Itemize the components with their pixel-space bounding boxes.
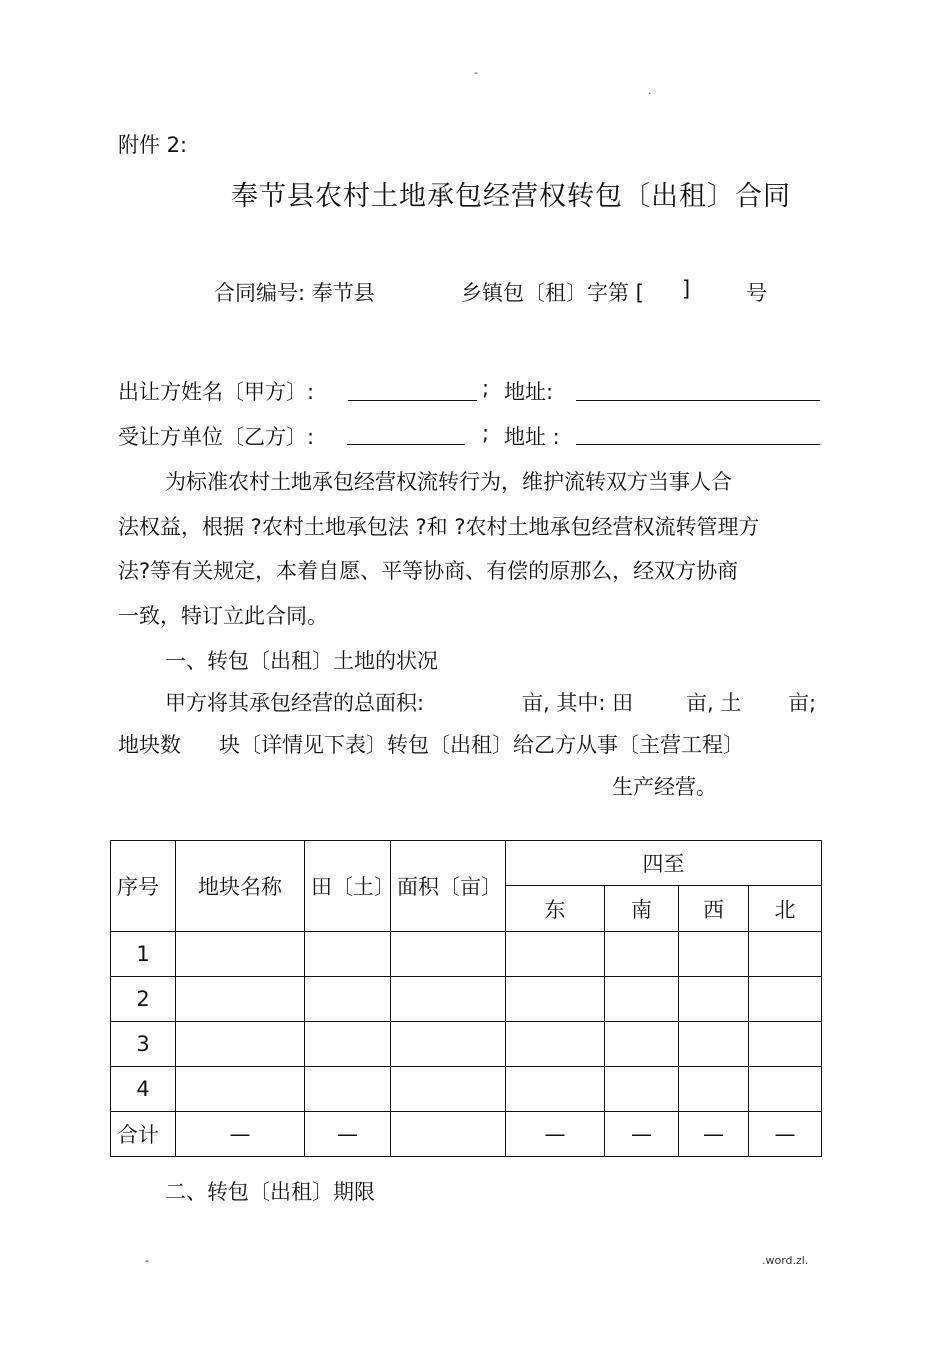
row-west-cell — [679, 932, 749, 977]
row-field-type-cell — [305, 977, 391, 1022]
party-b-address-label: 地址 : — [504, 425, 560, 449]
party-a-separator: ; — [482, 376, 490, 400]
row-plot-name-cell — [176, 1022, 305, 1067]
header-field-type: 田〔土〕 — [305, 841, 391, 932]
row-seq: 4 — [111, 1067, 176, 1112]
row-west-cell — [679, 1067, 749, 1112]
document-title: 奉节县农村土地承包经营权转包〔出租〕合同 — [231, 181, 791, 212]
attachment-label: 附件 2: — [118, 133, 188, 157]
row-north-cell — [749, 977, 822, 1022]
row-area-cell — [391, 932, 506, 977]
section-1-field-label: 亩, 其中: 田 — [522, 691, 634, 715]
row-seq: 2 — [111, 977, 176, 1022]
footer-left-mark: - — [145, 1254, 149, 1267]
row-field-type-cell — [305, 932, 391, 977]
row-area-cell — [391, 1022, 506, 1067]
footer-right-mark: .word.zl. — [762, 1254, 809, 1267]
land-plot-table — [110, 840, 822, 1157]
total-south: — — [605, 1112, 679, 1157]
row-plot-name-cell — [176, 977, 305, 1022]
row-field-type-cell — [305, 1022, 391, 1067]
section-1-dry-land-label: 亩, 土 — [686, 691, 742, 715]
party-a-name-blank — [348, 400, 477, 401]
row-seq: 3 — [111, 1022, 176, 1067]
party-a-address-label: 地址: — [504, 380, 554, 404]
row-plot-name-cell — [176, 1067, 305, 1112]
header-mark-right: . — [648, 84, 652, 97]
party-a-label: 出让方姓名〔甲方〕: — [118, 380, 315, 404]
row-south-cell — [605, 977, 679, 1022]
row-north-cell — [749, 932, 822, 977]
total-label: 合计 — [111, 1112, 176, 1157]
contract-no-prefix: 合同编号: 奉节县 — [214, 281, 375, 305]
header-mark-left: - — [474, 66, 478, 79]
preamble-line-1: 为标准农村土地承包经营权流转行为，维护流转双方当事人合 — [165, 470, 732, 494]
table-row — [111, 932, 822, 977]
header-plot-name: 地块名称 — [176, 841, 305, 932]
party-b-name-blank — [347, 444, 465, 445]
party-b-separator: ; — [482, 421, 490, 445]
row-south-cell — [605, 1067, 679, 1112]
header-boundaries: 四至 — [506, 841, 822, 886]
section-1-production-text: 生产经营。 — [612, 775, 717, 799]
row-east-cell — [506, 1067, 605, 1112]
total-area — [391, 1112, 506, 1157]
table-row — [111, 1067, 822, 1112]
total-west: — — [679, 1112, 749, 1157]
party-b-label: 受让方单位〔乙方〕: — [118, 425, 315, 449]
section-2-heading: 二、转包〔出租〕期限 — [165, 1180, 375, 1204]
header-east: 东 — [506, 886, 605, 932]
table-row — [111, 1022, 822, 1067]
header-south: 南 — [605, 886, 679, 932]
total-field-type: — — [305, 1112, 391, 1157]
row-east-cell — [506, 1022, 605, 1067]
preamble-line-2: 法权益，根据 ?农村土地承包法 ?和 ?农村土地承包经营权流转管理方 — [118, 515, 760, 539]
section-1-plot-count-text: 块〔详情见下表〕转包〔出租〕给乙方从事〔主营工程〕 — [219, 733, 744, 757]
party-a-address-blank — [576, 400, 820, 401]
preamble-line-4: 一致，特订立此合同。 — [118, 604, 328, 628]
row-plot-name-cell — [176, 932, 305, 977]
header-west: 西 — [679, 886, 749, 932]
header-area: 面积〔亩〕 — [391, 841, 506, 932]
contract-no-bracket-close: ] — [682, 277, 691, 301]
total-north: — — [749, 1112, 822, 1157]
row-field-type-cell — [305, 1067, 391, 1112]
row-north-cell — [749, 1022, 822, 1067]
row-area-cell — [391, 977, 506, 1022]
table-row — [111, 977, 822, 1022]
section-1-plot-count-label: 地块数 — [118, 733, 181, 757]
section-1-total-area-label: 甲方将其承包经营的总面积: — [165, 691, 425, 715]
preamble-line-3: 法?等有关规定，本着自愿、平等协商、有偿的原那么，经双方协商 — [118, 559, 739, 583]
row-area-cell — [391, 1067, 506, 1112]
row-north-cell — [749, 1067, 822, 1112]
row-south-cell — [605, 1022, 679, 1067]
header-seq: 序号 — [111, 841, 176, 932]
total-east: — — [506, 1112, 605, 1157]
contract-no-suffix: 号 — [746, 281, 767, 305]
row-seq: 1 — [111, 932, 176, 977]
section-1-heading: 一、转包〔出租〕土地的状况 — [165, 649, 438, 673]
row-south-cell — [605, 932, 679, 977]
table-total-row — [111, 1112, 822, 1157]
row-east-cell — [506, 932, 605, 977]
row-west-cell — [679, 977, 749, 1022]
section-1-mu-end: 亩; — [788, 691, 817, 715]
header-north: 北 — [749, 886, 822, 932]
row-east-cell — [506, 977, 605, 1022]
contract-no-middle: 乡镇包〔租〕字第 [ — [461, 281, 644, 305]
row-west-cell — [679, 1022, 749, 1067]
party-b-address-blank — [576, 444, 820, 445]
total-plot-name: — — [176, 1112, 305, 1157]
